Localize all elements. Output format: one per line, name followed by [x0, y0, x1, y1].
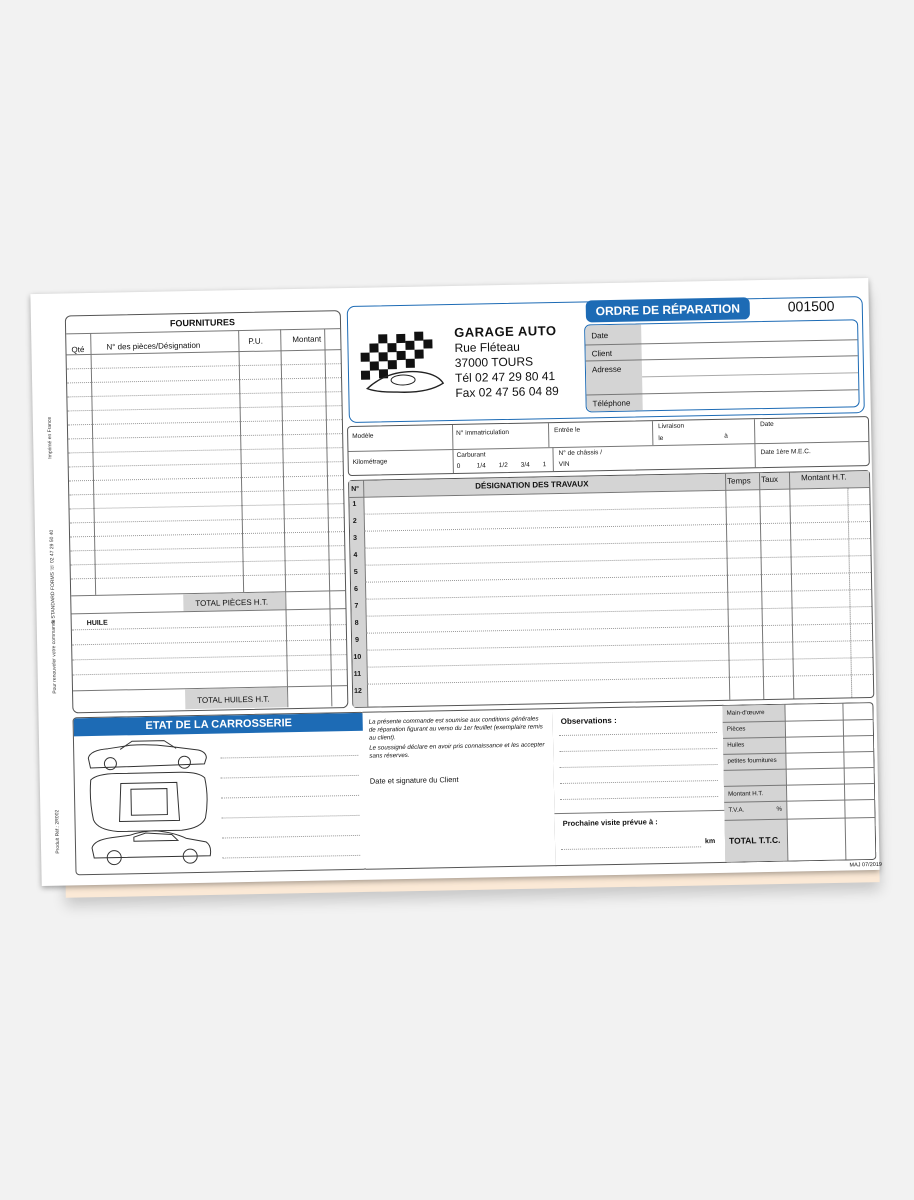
garage-city: 37000 TOURS [454, 354, 534, 370]
field-date: Date [591, 331, 609, 341]
margin-standard-forms: © STANDARD FORMS ☏ 02 47 29 50 40 [48, 529, 57, 624]
fuel-1-4: 1/4 [476, 462, 486, 470]
vehicle-info [347, 416, 870, 476]
total-ttc-label: TOTAL T.T.C. [728, 834, 781, 846]
margin-reorder: Pour renouveler votre commande : [50, 616, 59, 694]
next-visit-label: Prochaine visite prévue à : [562, 817, 658, 828]
conditions-text-2: Le soussigné déclare en avoir pris connaissance et les accepter sans réserves. [369, 741, 545, 760]
total-pieces: Pièces [726, 725, 746, 733]
total-montant-ht: Montant H.T. [728, 790, 764, 798]
carrosserie-title: ETAT DE LA CARROSSERIE [74, 713, 364, 737]
garage-fax: Fax 02 47 56 04 89 [455, 383, 559, 400]
margin-printed-in-france: Imprimé en France [46, 416, 54, 459]
total-tva: T.V.A. [728, 806, 745, 814]
col-no: N° [351, 485, 360, 493]
signature-label: Date et signature du Client [369, 774, 459, 786]
observations-panel [552, 705, 726, 866]
fuel-1-2: 1/2 [498, 461, 508, 470]
livraison-a: à [724, 432, 728, 440]
field-client: Client [591, 348, 613, 359]
col-temps: Temps [727, 476, 751, 486]
garage-tel: Tél 02 47 29 80 41 [454, 369, 556, 385]
total-petites-fournitures: petites fournitures [727, 756, 777, 765]
travaux-table [348, 470, 874, 708]
vin-label: VIN [558, 460, 570, 468]
client-info-box [584, 319, 860, 412]
carburant-label: Carburant [456, 451, 486, 459]
modele-label: Modèle [352, 432, 374, 440]
row-no: 1 [352, 500, 357, 508]
chassis-label: N° de châssis / [558, 449, 603, 457]
maj-date: MAJ 07/2019 [849, 861, 882, 869]
total-huiles-label: TOTAL HUILES H.T. [197, 694, 270, 705]
fuel-3-4: 3/4 [520, 461, 530, 469]
repair-order-form [30, 278, 882, 886]
col-montant: Montant [292, 334, 322, 345]
row-no: 9 [355, 636, 360, 644]
livraison-label: Livraison [657, 422, 685, 431]
conditions-panel [362, 708, 556, 870]
fuel-0: 0 [456, 462, 461, 470]
row-no: 3 [353, 534, 358, 542]
row-no: 7 [354, 602, 359, 610]
col-qte: Qté [71, 345, 85, 355]
km-label: Kilométrage [352, 458, 388, 466]
km-unit: km [704, 838, 716, 846]
margin-product-ref: Produit Réf.: 2R002 [54, 809, 62, 854]
mec-label: Date 1ère M.E.C. [760, 448, 811, 457]
total-main-oeuvre: Main-d'œuvre [726, 709, 765, 717]
total-huiles: Huiles [727, 741, 745, 749]
col-designation-travaux: DÉSIGNATION DES TRAVAUX [475, 479, 589, 491]
garage-header [347, 296, 865, 423]
col-pu: P.U. [248, 336, 263, 346]
col-designation: N° des pièces/Désignation [106, 340, 201, 352]
conditions-text-1: La présente commande est soumise aux conditions générales de réparation figurant au verso du 1er feuillet (exemplaire remis au client). [368, 715, 543, 742]
totals-panel [722, 702, 876, 863]
order-number: 001500 [787, 297, 835, 315]
row-no: 11 [353, 670, 362, 678]
fuel-1: 1 [542, 461, 547, 469]
immat-label: N° immatriculation [456, 428, 510, 437]
row-no: 12 [354, 687, 362, 695]
garage-street: Rue Fléteau [454, 339, 521, 355]
livraison-le: le [658, 434, 664, 443]
date-label: Date [759, 420, 774, 429]
row-no: 2 [352, 517, 357, 525]
row-no: 10 [353, 653, 362, 661]
checkered-flag-logo [356, 329, 447, 403]
fournitures-title: FOURNITURES [169, 317, 236, 329]
fournitures-panel [65, 310, 349, 713]
observations-label: Observations : [560, 715, 617, 726]
tva-percent: % [776, 805, 783, 813]
col-taux: Taux [761, 474, 779, 485]
carrosserie-panel [73, 712, 368, 876]
huile-label: HUILE [86, 619, 108, 628]
row-no: 5 [353, 568, 358, 576]
garage-name: GARAGE AUTO [454, 323, 557, 340]
field-telephone: Téléphone [592, 398, 631, 409]
row-no: 6 [354, 585, 359, 593]
entree-label: Entrée le [554, 426, 581, 435]
field-adresse: Adresse [591, 364, 622, 375]
order-title: ORDRE DE RÉPARATION [586, 297, 750, 322]
car-diagram-icon [80, 738, 218, 871]
col-montant-ht: Montant H.T. [800, 472, 847, 483]
row-no: 4 [353, 551, 358, 559]
row-no: 8 [354, 619, 359, 627]
total-pieces-label: TOTAL PIÈCES H.T. [195, 597, 269, 608]
